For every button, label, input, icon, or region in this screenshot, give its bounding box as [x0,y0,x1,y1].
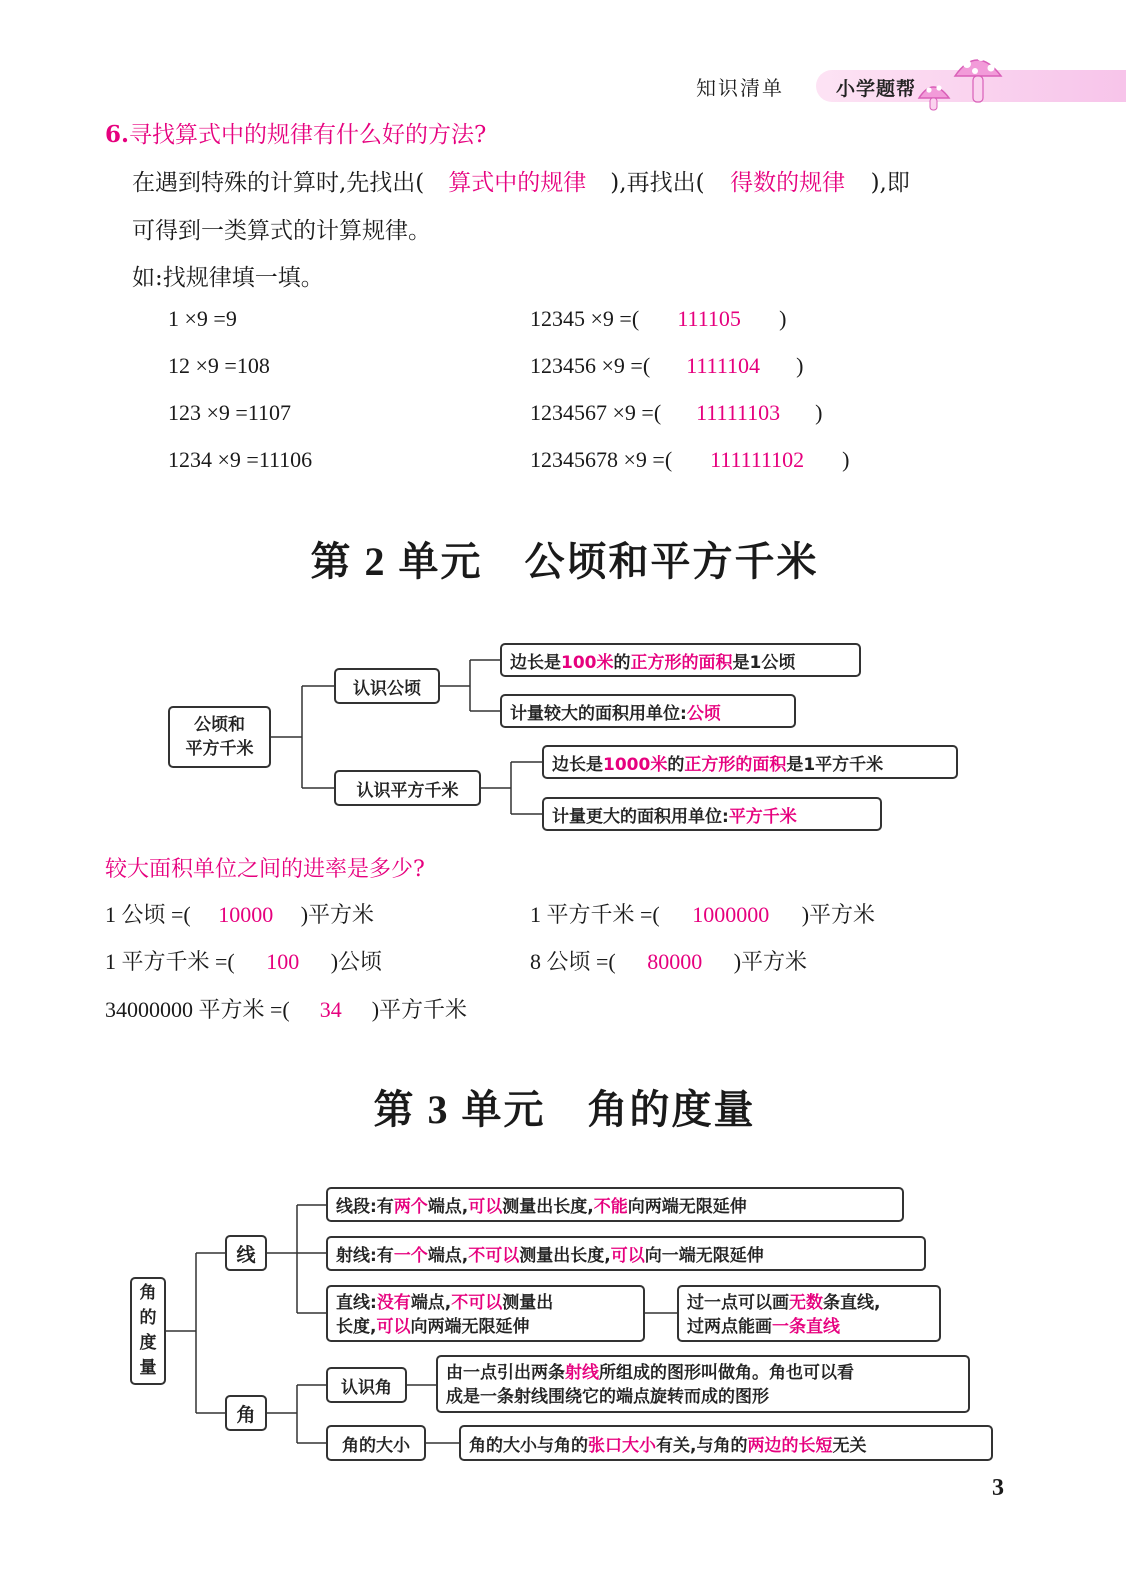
unit3-straight-line1 [336,1291,635,1315]
unit3-know-angle-text [436,1355,970,1413]
text: 向两端无限延伸 [410,1317,530,1337]
conv-3-a: 1 平方千米 =( [105,949,235,974]
header-section-title: 知识清单 [696,76,784,100]
unit3-ray-box [326,1236,926,1271]
text: 由一点引出两条 [446,1363,565,1383]
unit3-root-char: 度 [139,1333,157,1353]
conv-5-answer: 34 [319,997,342,1022]
unit2-root-line1: 公顷和 [194,715,245,735]
eq-left-1: 1 ×9 =9 [168,306,237,331]
unit3-straight-box [326,1285,645,1342]
unit3-root-char: 量 [139,1358,157,1378]
highlight: 平方千米 [728,806,797,827]
q6-example-intro: 如:找规律填一填。 [132,265,324,291]
text: 的 [613,652,631,673]
conv-4-a: 8 公顷 =( [530,949,616,974]
highlight: 正方形的面积 [630,652,733,673]
eq-right-3-expr: 1234567 ×9 =( [530,400,662,425]
highlight: 一条直线 [772,1317,840,1337]
conv-4-b: )平方米 [733,949,808,974]
unit2-leaf-sqkm-def [542,745,958,779]
q6-answer1: 算式中的规律 [448,170,587,196]
eq-right-2-expr: 123456 ×9 =( [530,353,651,378]
highlight: 不可以 [468,1246,520,1266]
text: 端点, [427,1197,469,1217]
text: 长度, [336,1317,377,1337]
text: 向两端无限延伸 [627,1197,747,1217]
conv-2-b: )平方米 [801,902,876,927]
text: 端点, [410,1293,452,1313]
highlight: 正方形的面积 [684,754,787,775]
conv-2-answer: 1000000 [692,902,770,927]
unit2-leaf-sqkm-use [542,797,882,831]
conv-1-b: )平方米 [300,902,375,927]
unit2-root-box [168,706,271,768]
conv-3-b: )公顷 [330,949,383,974]
highlight: 两边的长短 [747,1435,833,1456]
text: 测量出长度, [519,1246,611,1266]
highlight: 公顷 [686,703,721,724]
text: 边长是 [510,652,561,673]
highlight: 100米 [561,652,614,673]
eq-right-1-answer: 111105 [677,306,741,331]
highlight: 不可以 [451,1293,503,1313]
highlight: 射线 [565,1363,599,1383]
unit3-branch-angle: 角 [225,1395,267,1431]
eq-right-3-close: ) [815,400,823,425]
highlight: 一个 [393,1246,428,1266]
text: 向一端无限延伸 [644,1246,764,1266]
unit3-angle-size: 角的大小 [326,1425,426,1461]
text: 射线:有 [336,1246,394,1266]
unit3-branch-line: 线 [225,1235,267,1271]
unit3-root-box [130,1277,166,1385]
text: 测量出长度, [502,1197,594,1217]
eq-right-4-answer: 111111102 [710,447,805,472]
eq-right-1-close: ) [779,306,787,331]
unit3-know-angle: 认识角 [326,1367,407,1403]
unit3-angle-size-text [459,1425,993,1461]
eq-right-2-close: ) [796,353,804,378]
text: 条直线, [823,1293,881,1313]
text: 边长是 [552,754,603,775]
highlight: 两个 [393,1197,428,1217]
text: 是1公顷 [732,652,796,673]
conv-4 [530,945,807,976]
unit3-straight-extra-line1 [687,1291,931,1315]
q6-line1-c: ),即 [870,170,910,196]
eq-left-3: 123 ×9 =1107 [168,400,291,425]
conv-2-a: 1 平方千米 =( [530,902,660,927]
text: 直线: [336,1293,377,1313]
unit3-know-angle-line1 [446,1361,960,1385]
text: 是1平方千米 [786,754,884,775]
unit2-leaf-hectare-use [500,694,796,728]
text: 计量较大的面积用单位: [510,703,687,724]
highlight: 1000米 [603,754,668,775]
text: 角的大小与角的 [469,1435,588,1456]
conv-1 [105,898,374,929]
unit2-root-line2: 平方千米 [185,739,254,759]
text: 有关,与角的 [656,1435,748,1456]
text: 的 [667,754,685,775]
q6-question-text: 寻找算式中的规律有什么好的方法? [129,122,487,148]
highlight: 无数 [789,1293,823,1313]
highlight: 不能 [593,1197,628,1217]
eq-left-2: 12 ×9 =108 [168,353,270,378]
highlight: 没有 [376,1293,411,1313]
conv-5 [105,993,467,1024]
text: 所组成的图形叫做角。角也可以看 [599,1363,854,1383]
conv-1-answer: 10000 [218,902,274,927]
eq-left-4: 1234 ×9 =11106 [168,447,313,472]
highlight: 可以 [610,1246,645,1266]
page-number: 3 [992,1475,1004,1501]
unit3-title: 第 3 单元 角的度量 [373,1087,756,1132]
q6-number: 6. [105,121,130,148]
eq-right-4-expr: 12345678 ×9 =( [530,447,673,472]
unit3-straight-line2 [336,1315,635,1339]
unit2-question: 较大面积单位之间的进率是多少? [105,857,425,882]
conv-4-answer: 80000 [647,949,703,974]
highlight: 可以 [376,1317,411,1337]
eq-right-4-close: ) [842,447,850,472]
text: 过两点能画 [687,1317,772,1337]
conv-1-a: 1 公顷 =( [105,902,191,927]
text: 计量更大的面积用单位: [552,806,729,827]
unit2-leaf-hectare-def [500,643,861,677]
conv-2 [530,898,875,929]
text: 过一点可以画 [687,1293,789,1313]
unit2-branch-sqkm: 认识平方千米 [334,770,481,806]
highlight: 张口大小 [588,1435,656,1456]
unit3-segment-box [326,1187,904,1222]
eq-right-2-answer: 1111104 [686,353,760,378]
highlight: 可以 [468,1197,503,1217]
unit3-straight-extra-box [677,1285,941,1342]
eq-right-3-answer: 11111103 [696,400,781,425]
unit2-title: 第 2 单元 公顷和平方千米 [310,539,819,584]
conv-5-a: 34000000 平方米 =( [105,997,290,1022]
header-book-title: 小学题帮 [836,78,917,100]
text: 无关 [832,1435,867,1456]
text: 端点, [427,1246,469,1266]
text: 测量出 [502,1293,554,1313]
conv-3 [105,945,382,976]
unit3-root-char: 的 [139,1308,157,1328]
unit2-branch-hectare: 认识公顷 [334,668,440,704]
text: 线段:有 [336,1197,394,1217]
q6-line1-b: ),再找出( [610,170,705,196]
q6-line1-a: 在遇到特殊的计算时,先找出( [132,170,425,196]
q6-line2: 可得到一类算式的计算规律。 [132,218,431,244]
unit3-straight-extra-line2 [687,1315,931,1339]
conv-3-answer: 100 [266,949,300,974]
unit3-know-angle-line2: 成是一条射线围绕它的端点旋转而成的图形 [446,1387,769,1407]
q6-answer2: 得数的规律 [730,170,846,196]
unit3-root-char: 角 [139,1283,157,1303]
conv-5-b: )平方千米 [371,997,468,1022]
eq-right-1-expr: 12345 ×9 =( [530,306,640,331]
